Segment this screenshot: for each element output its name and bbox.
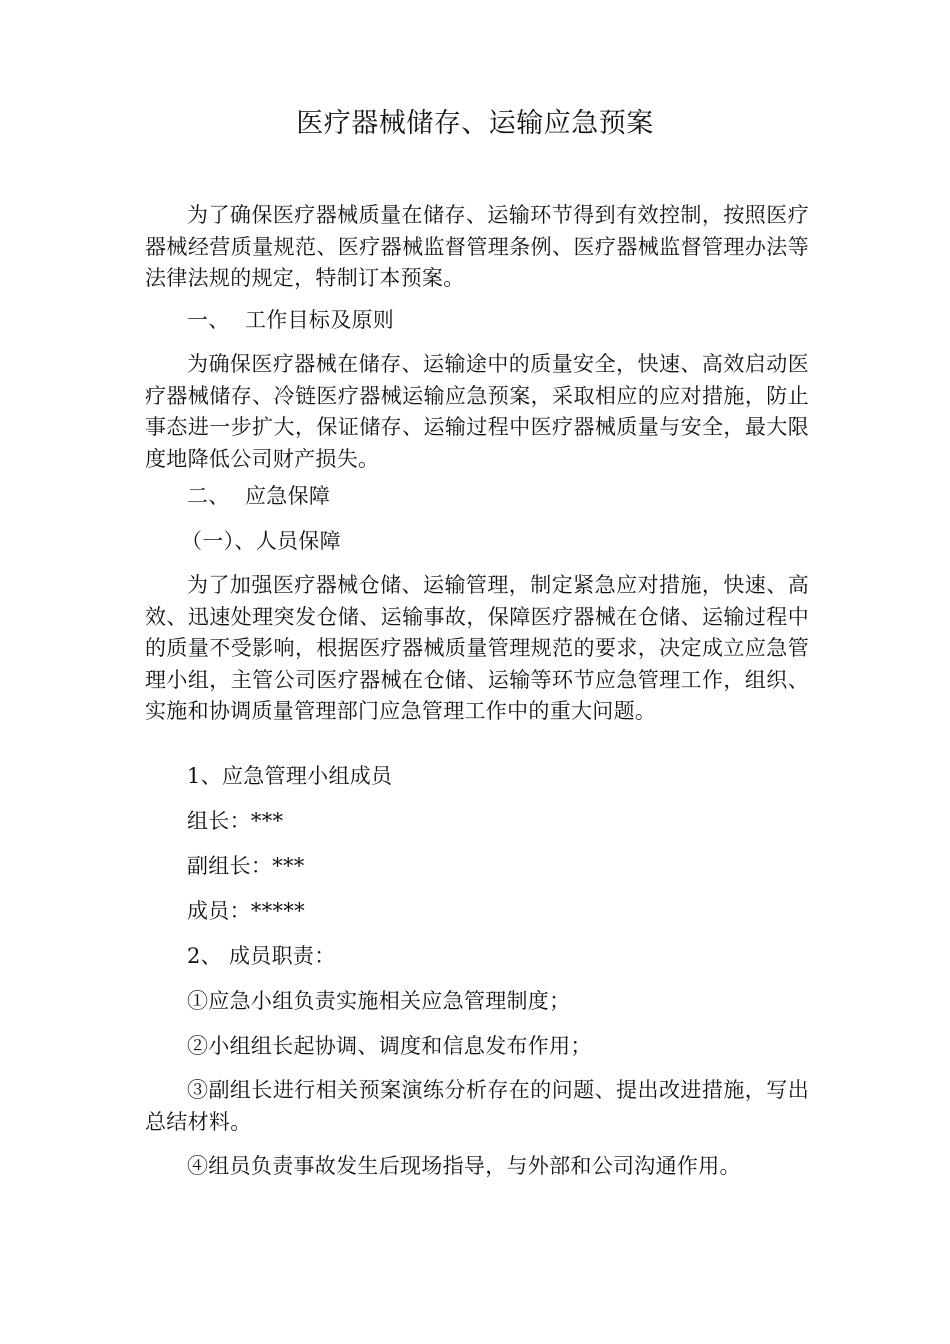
section-1-title: 工作目标及原则 [245,308,395,332]
duty-item-2: ②小组组长起协调、调度和信息发布作用； [187,1034,592,1058]
subsection-1-heading: （一）、人员保障 [181,529,341,553]
deputy-line: 副组长：*** [187,854,305,878]
duties-heading [145,941,851,973]
duties-number: 2、 [187,944,222,968]
section-1-body: 为确保医疗器械在储存、运输途中的质量安全，快速、高效启动医疗器械储存、冷链医疗器械运输应急预案，采取相应的应对措施，防止事态进一步扩大，保证储存、运输过程中医疗器械质量与安全，最大限度地降低公司财产损失。 [145,352,809,471]
leader-line: 组长：*** [187,809,284,833]
members-heading: 1、应急管理小组成员 [187,764,393,788]
section-2-number: 二、 [187,484,230,508]
subsection-1-body: 为了加强医疗器械仓储、运输管理，制定紧急应对措施，快速、高效、迅速处理突发仓储、运输事故，保障医疗器械在仓储、运输过程中的质量不受影响，根据医疗器械质量管理规范的要求，决定成立应急管理小组，主管公司医疗器械在仓储、运输等环节应急管理工作，组织、实施和协调质量管理部门应急管理工作中的重大问题。 [145,573,809,723]
section-1-heading [145,305,851,337]
section-2-heading [145,481,851,513]
duty-item-4: ④组员负责事故发生后现场指导，与外部和公司沟通作用。 [187,1154,741,1178]
duty-item-3: ③副组长进行相关预案演练分析存在的问题、提出改进措施，写出总结材料。 [145,1078,809,1134]
section-2-title: 应急保障 [245,484,331,508]
duty-item-1: ①应急小组负责实施相关应急管理制度； [187,989,571,1013]
document-title: 医疗器械储存、运输应急预案 [296,108,654,139]
intro-paragraph: 为了确保医疗器械质量在储存、运输环节得到有效控制，按照医疗器械经营质量规范、医疗器械监督管理条例、医疗器械监督管理办法等法律法规的规定，特制订本预案。 [145,203,809,290]
section-1-number: 一、 [187,308,230,332]
members-line: 成员：***** [187,899,305,923]
duties-title: 成员职责： [229,944,336,968]
